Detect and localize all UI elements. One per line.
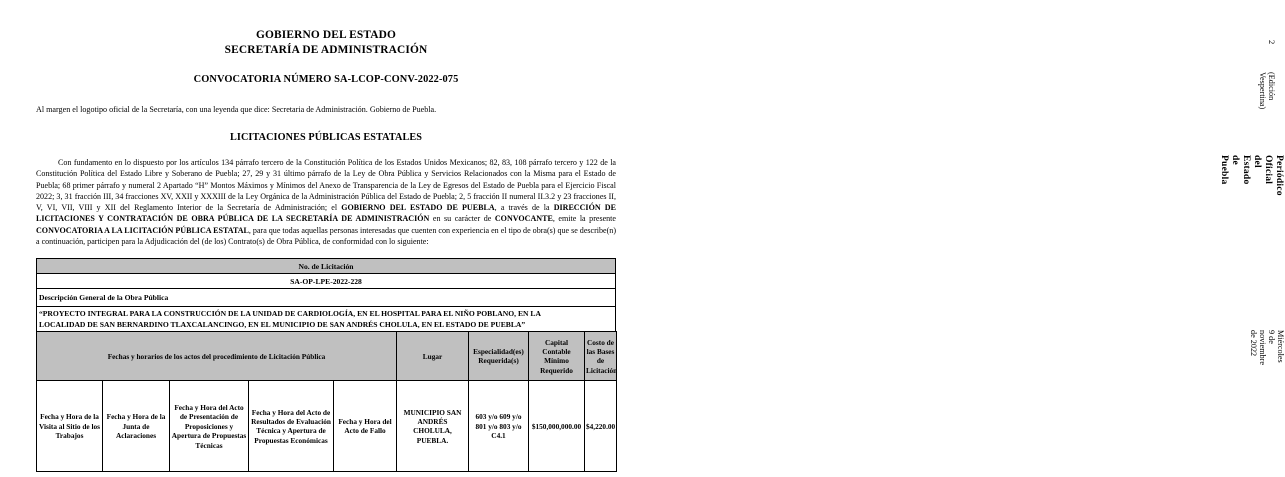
table-row-group-headers [37, 332, 617, 381]
legal-bold-gobierno: GOBIERNO DEL ESTADO DE PUEBLA [341, 203, 495, 212]
licitacion-table [36, 258, 616, 332]
gobierno-heading-line1: GOBIERNO DEL ESTADO [256, 29, 396, 41]
margin-rail [616, 0, 1285, 477]
table-row-description-label [37, 289, 616, 307]
sub-header-visita: Fecha y Hora de la Visita al Sitio de los Trabajos [37, 381, 103, 472]
document-content [36, 28, 616, 472]
value-costo: $4,220.00 [585, 381, 617, 472]
project-line-2: LOCALIDAD DE SAN BERNARDINO TLAXCALANCINGO, EN EL MUNICIPIO DE SAN ANDRÉS CHOLULA, EN EL ESTADO DE PUEBLA” [39, 320, 526, 330]
legal-basis-paragraph [36, 157, 616, 247]
legal-text-part2: , a través de la [494, 203, 554, 212]
licitacion-header-cell: No. de Licitación [37, 259, 616, 274]
page-title [36, 28, 616, 57]
group-header-fechas: Fechas y horarios de los actos del procedimiento de Licitación Pública [37, 332, 397, 381]
gobierno-heading-line2: SECRETARÍA DE ADMINISTRACIÓN [224, 43, 428, 56]
value-especialidad: 603 y/o 609 y/o 801 y/o 803 y/o C4.1 [469, 381, 529, 472]
section-title-licitaciones: LICITACIONES PÚBLICAS ESTATALES [230, 132, 422, 143]
legal-bold-direccion: DIRECCIÓN DE LICITACIONES Y CONTRATACIÓN DE OBRA PÚBLICA DE LA SECRETARÍA DE ADMINISTRACIÓN [36, 203, 616, 224]
column-header-costo: Costo de las Bases de Licitación [585, 332, 617, 381]
rail-edition-label: (Edición Vespertina) [1258, 72, 1276, 110]
sub-header-junta: Fecha y Hora de la Junta de Aclaraciones [103, 381, 170, 472]
table-row-sub-headers-and-data [37, 381, 617, 472]
legal-text-part1: Con fundamento en lo dispuesto por los artículos 134 párrafo tercero de la Constitución Política de los Estados Unidos Mexicanos; 82, 83, 108 párrafo tercero y 122 de la Constitución Política del Estado Libre y Soberano de Puebla; 27, 29 y 31 último párrafo de la Ley de Obra Pública y Servicios Relacionados con la Misma para el Estado de Puebla; 68 primer párrafo y numeral 2 Apartado “H” Montos Máximos y Mínimos del Anexo de Transparencia de la Ley de Egresos del Estado de Puebla para el Ejercicio Fiscal 2022; 3, 31 fracción III, 34 fracciones XV, XXII y XXXIII de la Ley Orgánica de la Administración Pública del Estado de Puebla; 2, 5 fracción II numeral II.3.2 y 23 fracciones II, V, VI, VII, VIII y XII del Reglamento Interior de la Secretaría de Administración; el [36, 158, 616, 212]
margin-logo-note: Al margen el logotipo oficial de la Secretaría, con una leyenda que dice: Secretaria de Administración. Gobierno de Puebla. [36, 105, 437, 114]
rail-publication-date: Miércoles 9 de noviembre de 2022 [1249, 330, 1285, 366]
project-description-cell [37, 307, 616, 332]
legal-text-part4: , emite la presente [552, 214, 616, 224]
detail-table [36, 331, 617, 472]
legal-text-part3: en su carácter de [429, 214, 495, 224]
rail-publication-name: Periódico Oficial del Estado de Puebla [1219, 155, 1285, 196]
rail-page-number: 2 [1267, 40, 1276, 45]
value-lugar: MUNICIPIO SAN ANDRÉS CHOLULA, PUEBLA. [397, 381, 469, 472]
column-header-capital: Capital Contable Mínimo Requerido [529, 332, 585, 381]
column-header-lugar: Lugar [397, 332, 469, 381]
column-header-especialidad: Especialidad(es) Requerida(s) [469, 332, 529, 381]
sub-header-presentacion: Fecha y Hora del Acto de Presentación de Proposiciones y Apertura de Propuestas Técnicas [170, 381, 249, 472]
table-row-project [37, 307, 616, 332]
legal-bold-convocante: CONVOCANTE [494, 214, 553, 224]
project-line-1: “PROYECTO INTEGRAL PARA LA CONSTRUCCIÓN DE LA UNIDAD DE CARDIOLOGÍA, EN EL HOSPITAL PARA EL NIÑO POBLANO, EN LA [39, 309, 541, 318]
value-capital: $150,000,000.00 [529, 381, 585, 472]
table-row-licitacion-number [37, 274, 616, 289]
legal-bold-convocatoria: CONVOCATORIA A LA LICITACIÓN PÚBLICA ESTATAL [36, 225, 249, 235]
sub-header-fallo: Fecha y Hora del Acto de Fallo [334, 381, 397, 472]
description-label-cell: Descripción General de la Obra Pública [37, 289, 616, 307]
sub-header-resultados: Fecha y Hora del Acto de Resultados de Evaluación Técnica y Apertura de Propuestas Económicas [249, 381, 334, 472]
convocatoria-number: CONVOCATORIA NÚMERO SA-LCOP-CONV-2022-075 [193, 74, 459, 85]
legal-text-part5: , para que todas aquellas personas interesadas que cuenten con experiencia en el tipo de obra(s) que se describe(n) a continuación, participen para la Adjudicación del (de los) Contrato(s) de Obra Pública, de conformidad con lo siguiente: [36, 225, 617, 246]
table-row-licitacion-header [37, 259, 616, 274]
licitacion-number-cell: SA-OP-LPE-2022-228 [37, 274, 616, 289]
